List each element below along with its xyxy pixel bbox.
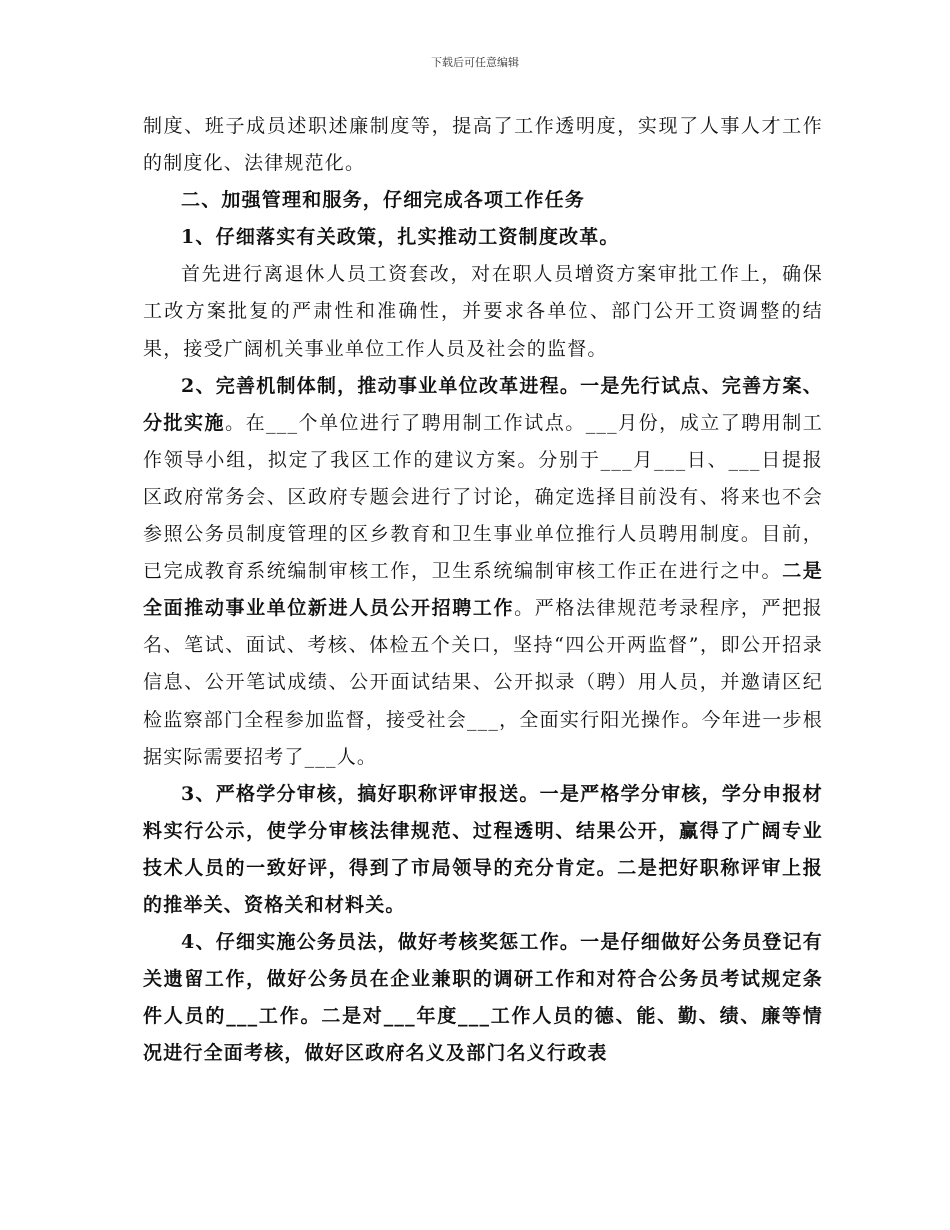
page-header: 下载后可任意编辑 <box>431 56 519 69</box>
bold-lead-text: 2、完善机制体制，推动事业单位改革进程。一是先行试点、完善方案、分批实施 <box>143 374 823 434</box>
section-heading: 二、加强管理和服务，仔细完成各项工作任务 <box>181 189 586 212</box>
bold-lead-text: 二是全面推动事业单位新进人员公开招聘工作 <box>143 560 824 620</box>
body-text-span: 。在___个单位进行了聘用制工作试点。___月份，成立了聘用制工作领导小组，拟定了我区工作的建议方案。分别于___月___日、___日提报区政府常务会、区政府专题会进行了讨论，确定选择目前没有、将来也不会参照公务员制度管理的区乡教育和卫生事业单位推行人员聘用制度。目前，已完成教育系统编制审核工作，卫生系统编制审核工作正在进行之中。 <box>143 411 823 583</box>
paragraph-credit-review: 3、严格学分审核，搞好职称评审报送。一是严格学分审核，学分申报材料实行公示，使学分审核法律规范、过程透明、结果公开，赢得了广阔专业技术人员的一致好评，得到了市局领导的充分肯定。二是把好职称评审上报的推举关、资格关和材料关。 <box>143 782 823 916</box>
paragraph-wage-reform: 首先进行离退休人员工资套改，对在职人员增资方案审批工作上，确保工改方案批复的严肃性和准确性，并要求各单位、部门公开工资调整的结果，接受广阔机关事业单位工作人员及社会的监督。 <box>143 263 823 360</box>
document-body <box>143 108 823 1072</box>
paragraph-institution-reform <box>143 368 823 776</box>
subsection-heading-1: 1、仔细落实有关政策，扎实推动工资制度改革。 <box>181 226 620 249</box>
body-text-span: 。严格法律规范考录程序，严把报名、笔试、面试、考核、体检五个关口，坚持“四公开两监督”，即公开招录信息、公开笔试成绩、公开面试结果、公开拟录（聘）用人员，并邀请区纪检监察部门全程参加监督，接受社会___，全面实行阳光操作。今年进一步根据实际需要招考了___人。 <box>143 597 823 768</box>
paragraph-continuation: 制度、班子成员述职述廉制度等，提高了工作透明度，实现了人事人才工作的制度化、法律规范化。 <box>143 115 823 175</box>
paragraph-civil-servant-law: 4、仔细实施公务员法，做好考核奖惩工作。一是仔细做好公务员登记有关遗留工作，做好公务员在企业兼职的调研工作和对符合公务员考试规定条件人员的___工作。二是对___年度___工作人员的德、能、勤、绩、廉等情况进行全面考核，做好区政府名义及部门名义行政表 <box>143 931 823 1065</box>
